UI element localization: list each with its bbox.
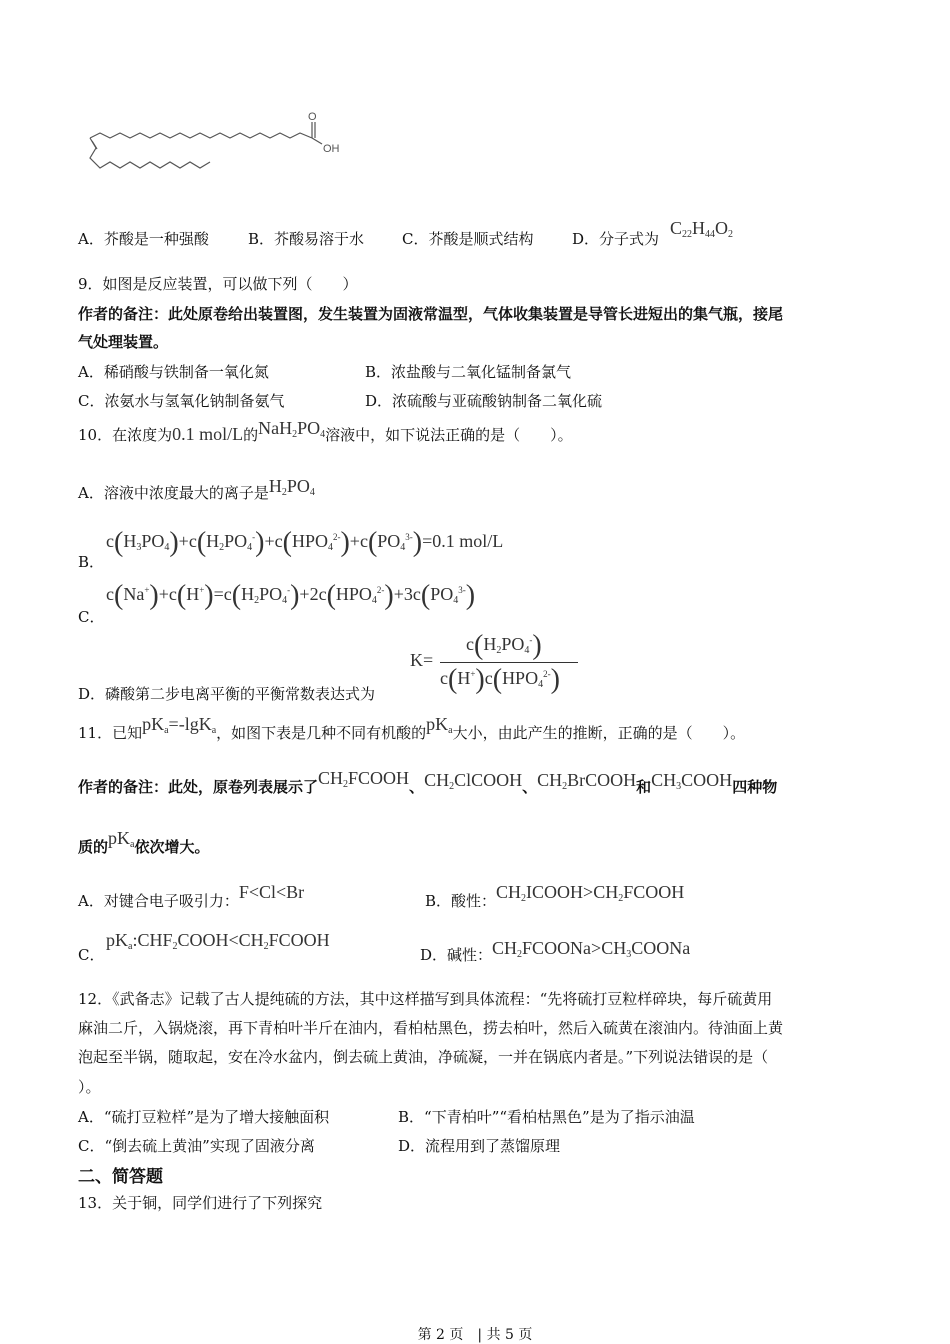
q12-line3: 泡起至半锅，随取起，安在冷水盆内，倒去硫上黄油，净硫凝，一并在锅底内者是。”下列说法错误的是（ xyxy=(78,1048,769,1066)
q9-option-c: C．浓氨水与氢氧化钠制备氨气 xyxy=(78,392,285,410)
q9-option-d: D．浓硫酸与亚硫酸钠制备二氧化硫 xyxy=(365,392,603,410)
q8-formula: $C_{22}H_{44}O_2$ xyxy=(670,218,734,240)
q13-stem: 13．关于铜，同学们进行了下列探究 xyxy=(78,1194,323,1212)
q12-option-c: C．“倒去硫上黄油”实现了固液分离 xyxy=(78,1137,315,1155)
k-numerator: $c(H_2PO_4^-)$ xyxy=(466,630,542,661)
q11-stem: 11．已知$pK_a=-\lg K_a$，如图下表是几种不同有机酸的$pK_a$大小，由此产生的推断，正确的是（ ）。 xyxy=(78,714,746,742)
q10-option-b-label: B． xyxy=(78,553,105,571)
q10-equilibrium-constant xyxy=(410,630,580,694)
q11-note-line1: 作者的备注：此处，原卷列表展示了$CH_2FCOOH$、$CH_2ClCOOH$、$CH_2BrCOOH$和$CH_3COOH$四种物 xyxy=(78,768,778,796)
q12-line2: 麻油二斤，入锅烧滚，再下青柏叶半斤在油内，看柏枯黑色，捞去柏叶，然后入硫黄在滚油内。待油面上黄 xyxy=(78,1019,784,1037)
q10-option-c-equation: $c(Na^+)+c(H^+)=c(H_2PO_4^-)+2c(HPO_4^{2-})+3c(PO_4^{3-})$ xyxy=(106,580,476,611)
q11-option-a: A．对键合电子吸引力：F<Cl<Br xyxy=(78,882,305,910)
k-denominator: $c(H^+)c(HPO_4^{2-})$ xyxy=(440,664,560,695)
page-footer: 第 2 页 | 共 5 页 xyxy=(417,1327,533,1343)
q12-line4: ）。 xyxy=(78,1078,101,1096)
q8-option-c: C．芥酸是顺式结构 xyxy=(402,230,534,248)
q12-option-b: B．“下青柏叶”“看柏枯黑色”是为了指示油温 xyxy=(398,1108,695,1126)
q9-option-b: B．浓盐酸与二氧化锰制备氯气 xyxy=(365,363,572,381)
q8-option-b: B．芥酸易溶于水 xyxy=(248,230,365,248)
q12-option-a: A．“硫打豆粒样”是为了增大接触面积 xyxy=(78,1108,330,1126)
k-label: K= xyxy=(410,650,434,670)
q8-option-a: A．芥酸是一种强酸 xyxy=(78,230,209,248)
q12-option-d: D．流程用到了蒸馏原理 xyxy=(398,1137,561,1155)
hydroxyl-label: OH xyxy=(323,143,340,155)
q11-option-d: D．碱性：$CH_2FCOONa>CH_3COONa$ xyxy=(420,938,691,964)
q10-option-d-text: D．磷酸第二步电离平衡的平衡常数表达式为 xyxy=(78,685,376,703)
q11-option-c-label: C． xyxy=(78,946,105,964)
carbonyl-oxygen-label: O xyxy=(308,111,317,123)
q10-salt-formula: $NaH_2PO_4$ xyxy=(258,418,326,440)
q9-option-a: A．稀硝酸与铁制备一氧化氮 xyxy=(78,363,269,381)
q9-note-line1: 作者的备注：此处原卷给出装置图，发生装置为固液常温型，气体收集装置是导管长进短出的集气瓶，接尾 xyxy=(78,305,784,323)
q9-note-line2: 气处理装置。 xyxy=(78,333,169,351)
q10-option-b-equation: $c(H_3PO_4)+c(H_2PO_4^-)+c(HPO_4^{2-})+c(PO_4^{3-})=0.1$ mol/L xyxy=(106,527,504,558)
q12-line1: 12．《武备志》记载了古人提纯硫的方法，其中这样描写到具体流程：“先将硫打豆粒样碎块，每斤硫黄用 xyxy=(78,990,773,1008)
q11-option-b: B．酸性：$CH_2ICOOH>CH_2FCOOH$ xyxy=(425,882,685,910)
section-title: 二、简答题 xyxy=(78,1167,163,1187)
q8-option-d: D．分子式为 xyxy=(572,230,660,248)
q9-stem: 9．如图是反应装置，可以做下列（ ） xyxy=(78,275,358,293)
q11-note-line2: 质的$pK_a$依次增大。 xyxy=(78,828,210,856)
q10-option-a: A．溶液中浓度最大的离子是$H_2PO_4$ xyxy=(78,476,315,502)
erucic-acid-structure xyxy=(80,108,360,184)
fraction-bar xyxy=(440,662,578,663)
q10-stem: 10．在浓度为0.1 mol/L的$NaH_2PO_4$溶液中，如下说法正确的是（ ）。 xyxy=(78,418,573,444)
q11-option-c-formula: $pK_a:CHF_2COOH<CH_2FCOOH$ xyxy=(106,930,330,952)
q10-option-c-label: C． xyxy=(78,608,105,626)
